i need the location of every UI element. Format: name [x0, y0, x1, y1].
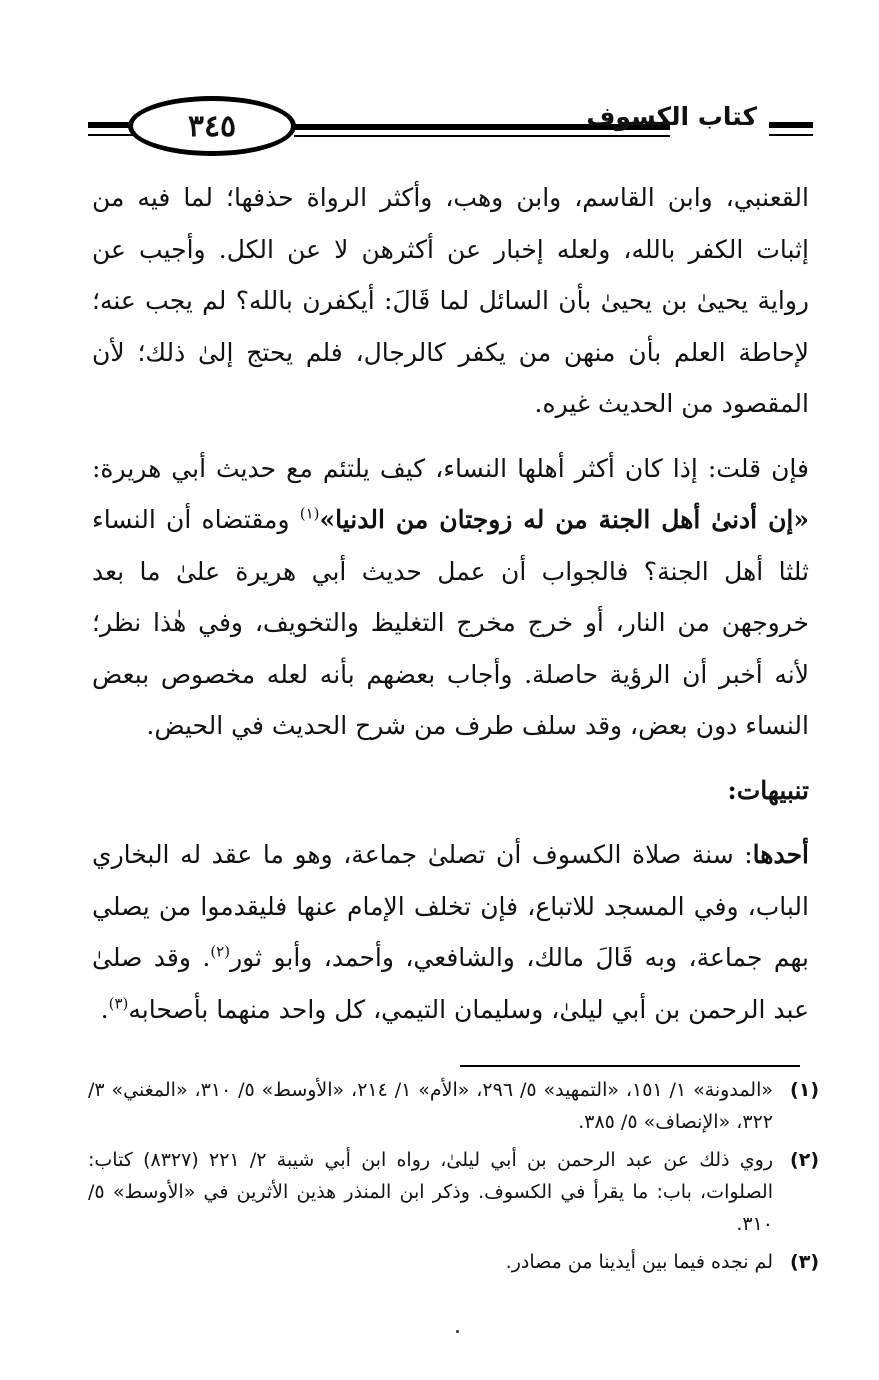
- footnote-text: «المدونة» ١/ ١٥١، «التمهيد» ٥/ ٢٩٦، «الأم» ١/ ٢١٤، «الأوسط» ٥/ ٣١٠، «المغني» ٣/ ٣٢٢، «الإنصاف» ٥/ ٣٨٥.: [88, 1079, 773, 1133]
- paragraph-text: . وقد صلىٰ عبد الرحمن بن أبي ليلىٰ، وسليمان التيمي، كل واحد منهما بأصحابه: [92, 943, 809, 1024]
- footnotes: [88, 1074, 819, 1284]
- paragraph-text: .: [100, 994, 109, 1024]
- footnote-text: روي ذلك عن عبد الرحمن بن أبي ليلىٰ، رواه ابن أبي شيبة ٢/ ٢٢١ (٨٣٢٧) كتاب: الصلوات، باب: ما يقرأ في الكسوف. وذكر ابن المنذر هذين الأثرين في «الأوسط» ٥/ ٣١٠.: [88, 1149, 773, 1235]
- page-number: ٣٤٥: [128, 96, 296, 156]
- lead-word: أحدها: [752, 840, 809, 869]
- footnote-ref[interactable]: (٣): [108, 994, 129, 1013]
- header-rule: [294, 135, 670, 137]
- footnote: [88, 1074, 819, 1138]
- page-speck: [456, 1330, 459, 1333]
- running-header: [88, 96, 813, 160]
- footnote-number: (٢): [790, 1149, 819, 1171]
- paragraph: القعنبي، وابن القاسم، وابن وهب، وأكثر الرواة حذفها؛ لما فيه من إثبات الكفر بالله، ولعله إخبار عن أكثرهن لا عن الكل. وأجيب عن رواية يحيىٰ بن يحيىٰ بأن السائل لما قَالَ: أيكفرن بالله؟ لم يجب عنه؛ لإحاطة العلم بأن منهن من يكفر كالرجال، فلم يحتج إلىٰ ذلك؛ لأن المقصود من الحديث غيره.: [92, 183, 809, 418]
- paragraph-text: : سنة صلاة الكسوف أن تصلىٰ جماعة، وهو ما عقد له البخاري الباب، وفي المسجد للاتباع، فإن تخلف الإمام عنها فليقدموا من يصلي بهم جماعة، وبه قَالَ مالك، والشافعي، وأحمد، وأبو ثور: [92, 840, 809, 972]
- footnote: [88, 1246, 819, 1278]
- main-text: [92, 172, 809, 1035]
- footnote-separator: [460, 1065, 800, 1067]
- footnote-ref[interactable]: (٢): [210, 942, 231, 961]
- footnote-number: (٣): [790, 1251, 819, 1273]
- header-rule: [769, 134, 813, 136]
- paragraph-text: فإن قلت: إذا كان أكثر أهلها النساء، كيف يلتئم مع حديث أبي هريرة:: [92, 453, 809, 483]
- footnote-ref[interactable]: (١): [299, 504, 320, 523]
- paragraph-text: ومقتضاه أن النساء ثلثا أهل الجنة؟ فالجواب أن عمل حديث أبي هريرة علىٰ ما بعد خروجهن من النار، أو خرج مخرج التغليظ والتخويف، وفي هٰذا نظر؛ لأنه أخبر أن الرؤية حاصلة. وأجاب بعضهم بأنه لعله مخصوص ببعض النساء دون بعض، وقد سلف طرف من شرح الحديث في الحيض.: [92, 505, 810, 740]
- paragraph: [92, 829, 809, 1035]
- footnote-text: لم نجده فيما بين أيدينا من مصادر.: [505, 1251, 773, 1273]
- footnote-number: (١): [790, 1079, 819, 1101]
- header-rule: [769, 122, 813, 128]
- paragraph: [92, 443, 809, 752]
- book-title: كتاب الكسوف: [586, 102, 757, 131]
- section-heading: تنبيهات:: [727, 775, 809, 805]
- hadith-quote: «إن أدنىٰ أهل الجنة من له زوجتان من الدنيا»: [319, 505, 810, 534]
- footnote: [88, 1144, 819, 1240]
